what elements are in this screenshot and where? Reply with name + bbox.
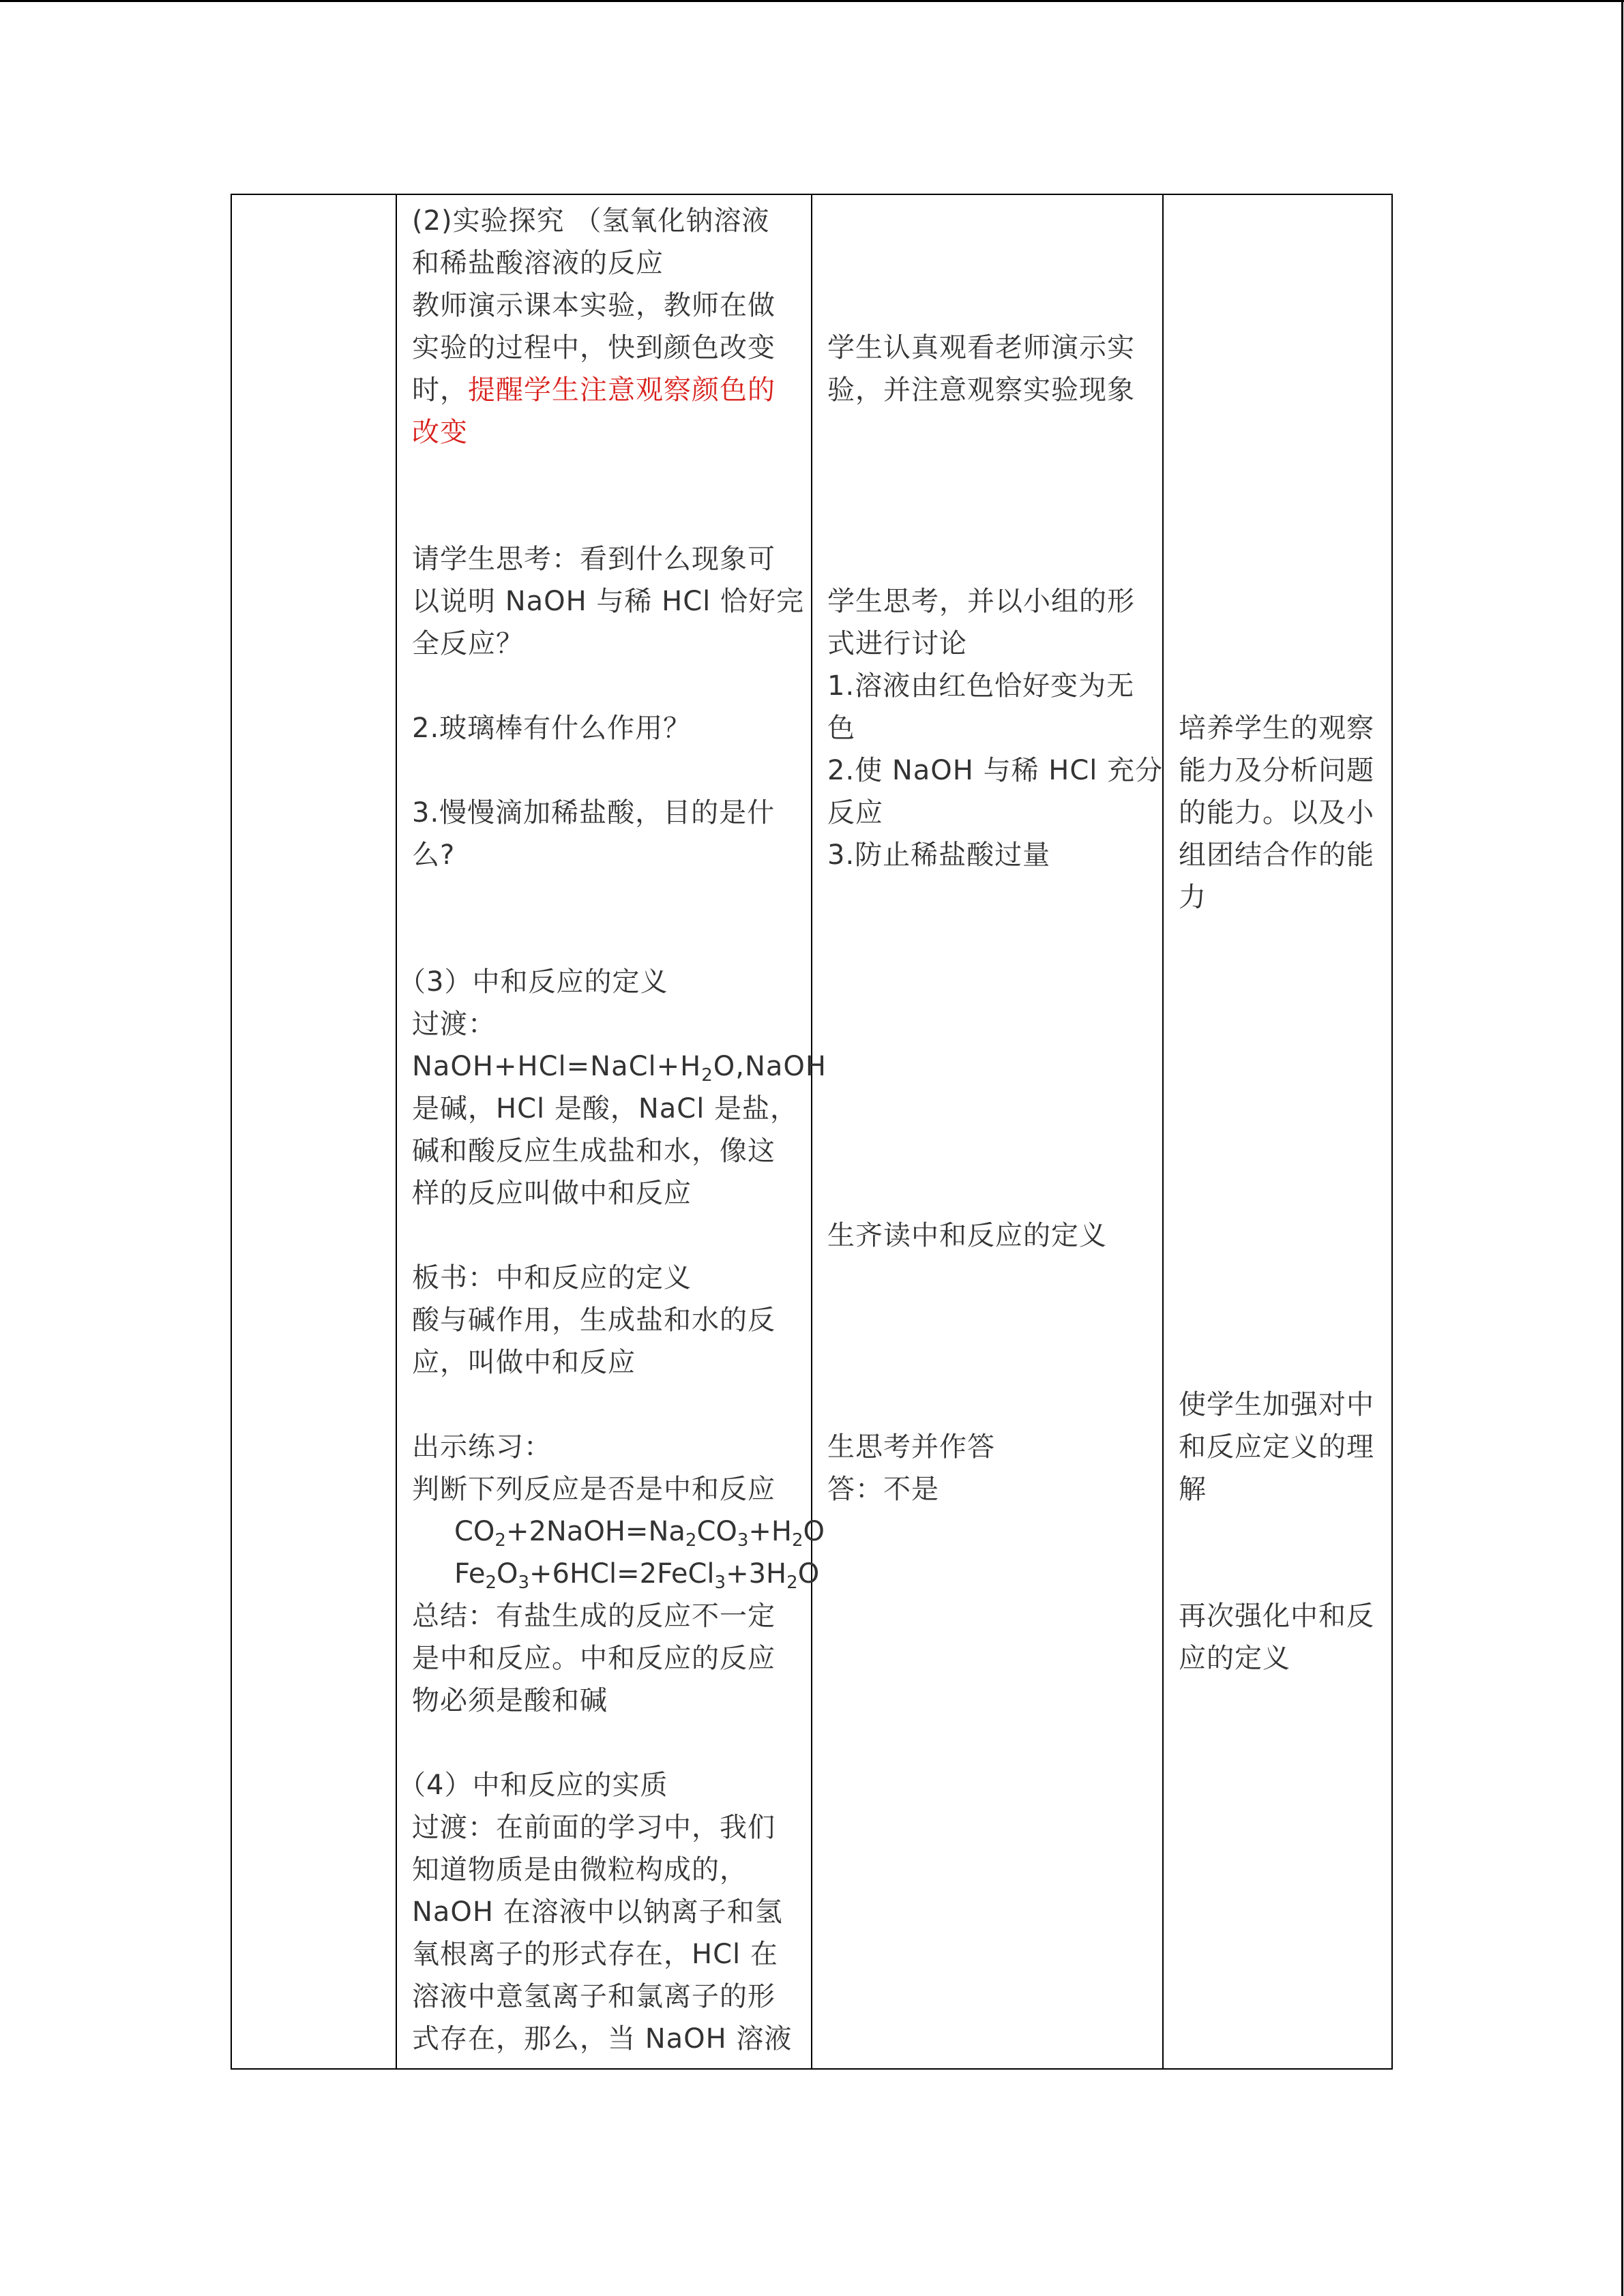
student-read-definition: 生齐读中和反应的定义 <box>827 1220 1107 1251</box>
experiment-heading-cont: 和稀盐酸溶液的反应 <box>412 248 664 279</box>
definition-heading: （3）中和反应的定义 <box>398 966 668 998</box>
intent-understand-line: 和反应定义的理 <box>1179 1431 1374 1463</box>
demo-line: 实验的过程中，快到颜色改变 <box>412 332 776 363</box>
intent-observe-line: 能力及分析问题 <box>1179 755 1374 786</box>
intent-observe-line: 的能力。以及小 <box>1179 797 1374 829</box>
observe-color-reminder-cont: 改变 <box>412 417 468 448</box>
definition-line: 样的反应叫做中和反应 <box>412 1178 692 1209</box>
student-answer-line: 反应 <box>827 797 883 829</box>
essence-line: NaOH 在溶液中以钠离子和氢 <box>412 1896 783 1928</box>
summary-line: 是中和反应。中和反应的反应 <box>412 1643 776 1674</box>
intent-reinforce-line: 应的定义 <box>1179 1643 1290 1674</box>
page-right-border <box>1621 0 1623 2296</box>
exercise-line: 判断下列反应是否是中和反应 <box>412 1474 776 1505</box>
demo-line-highlight <box>412 369 776 411</box>
page-top-border <box>0 0 1624 2</box>
question-1-line: 以说明 NaOH 与稀 HCl 恰好完 <box>412 586 804 617</box>
board-line: 酸与碱作用，生成盐和水的反 <box>412 1304 776 1336</box>
student-answer-line: 2.使 NaOH 与稀 HCl 充分 <box>827 755 1164 786</box>
student-exercise-line: 生思考并作答 <box>827 1431 995 1463</box>
student-answer-line: 色 <box>827 713 855 744</box>
summary-line: 物必须是酸和碱 <box>412 1685 608 1716</box>
board-line: 应，叫做中和反应 <box>412 1347 636 1378</box>
demo-line: 教师演示课本实验，教师在做 <box>412 290 776 321</box>
intent-observe-line: 力 <box>1179 882 1207 913</box>
intent-observe-line: 培养学生的观察 <box>1179 713 1374 744</box>
student-discuss-line: 式进行讨论 <box>827 628 967 659</box>
question-3-line: 么? <box>412 839 456 871</box>
definition-line: 是碱，HCl 是酸，NaCl 是盐， <box>412 1093 799 1124</box>
teacher-activity-column <box>396 194 827 2070</box>
neutralization-equation: $NaOH+HCl=NaCl+H_2O,NaOH$ <box>412 1051 827 1086</box>
intent-observe-line: 组团结合作的能 <box>1179 839 1374 871</box>
question-1-line: 请学生思考：看到什么现象可 <box>412 543 776 575</box>
intent-reinforce-line: 再次强化中和反 <box>1179 1600 1374 1632</box>
exercise-equation-2: $Fe_2O_3+6HCl=2FeCl_3+3H_2O$ <box>454 1558 820 1593</box>
exercise-line: 出示练习： <box>412 1431 552 1463</box>
student-answer-line: 3.防止稀盐酸过量 <box>827 839 1051 871</box>
student-watch-line: 学生认真观看老师演示实 <box>827 332 1135 363</box>
student-watch-line: 验，并注意观察实验现象 <box>827 374 1135 406</box>
experiment-heading: (2)实验探究 （氢氧化钠溶液 <box>412 205 770 237</box>
student-discuss-line: 学生思考，并以小组的形 <box>827 586 1135 617</box>
essence-line: 过渡：在前面的学习中，我们 <box>412 1812 776 1843</box>
essence-line: 氧根离子的形式存在，HCl 在 <box>412 1939 778 1970</box>
essence-heading: （4）中和反应的实质 <box>398 1770 668 1801</box>
exercise-equation-1: $CO_2+2NaOH=Na_2CO_3+H_2O$ <box>454 1516 825 1551</box>
question-3-line: 3.慢慢滴加稀盐酸，目的是什 <box>412 797 776 829</box>
summary-line: 总结：有盐生成的反应不一定 <box>412 1600 776 1632</box>
essence-line: 式存在，那么，当 NaOH 溶液 <box>412 2023 793 2055</box>
student-answer-line: 1.溶液由红色恰好变为无 <box>827 670 1135 702</box>
student-exercise-line: 答：不是 <box>827 1474 939 1505</box>
question-1-line: 全反应？ <box>412 628 524 659</box>
transition-label: 过渡： <box>412 1009 496 1040</box>
definition-line: 碱和酸反应生成盐和水，像这 <box>412 1135 776 1167</box>
essence-line: 知道物质是由微粒构成的， <box>412 1854 748 1885</box>
essence-line: 溶液中意氢离子和氯离子的形 <box>412 1981 776 2012</box>
intent-understand-line: 使学生加强对中 <box>1179 1389 1374 1420</box>
board-line: 板书：中和反应的定义 <box>412 1262 692 1294</box>
question-2: 2.玻璃棒有什么作用？ <box>412 713 692 744</box>
design-intent-column <box>1162 194 1393 2070</box>
observe-color-reminder: 提醒学生注意观察颜色的 <box>468 374 776 406</box>
demo-text: 时， <box>412 374 468 406</box>
intent-understand-line: 解 <box>1179 1474 1207 1505</box>
student-activity-column <box>811 194 1162 2070</box>
stage-column <box>231 194 396 2070</box>
